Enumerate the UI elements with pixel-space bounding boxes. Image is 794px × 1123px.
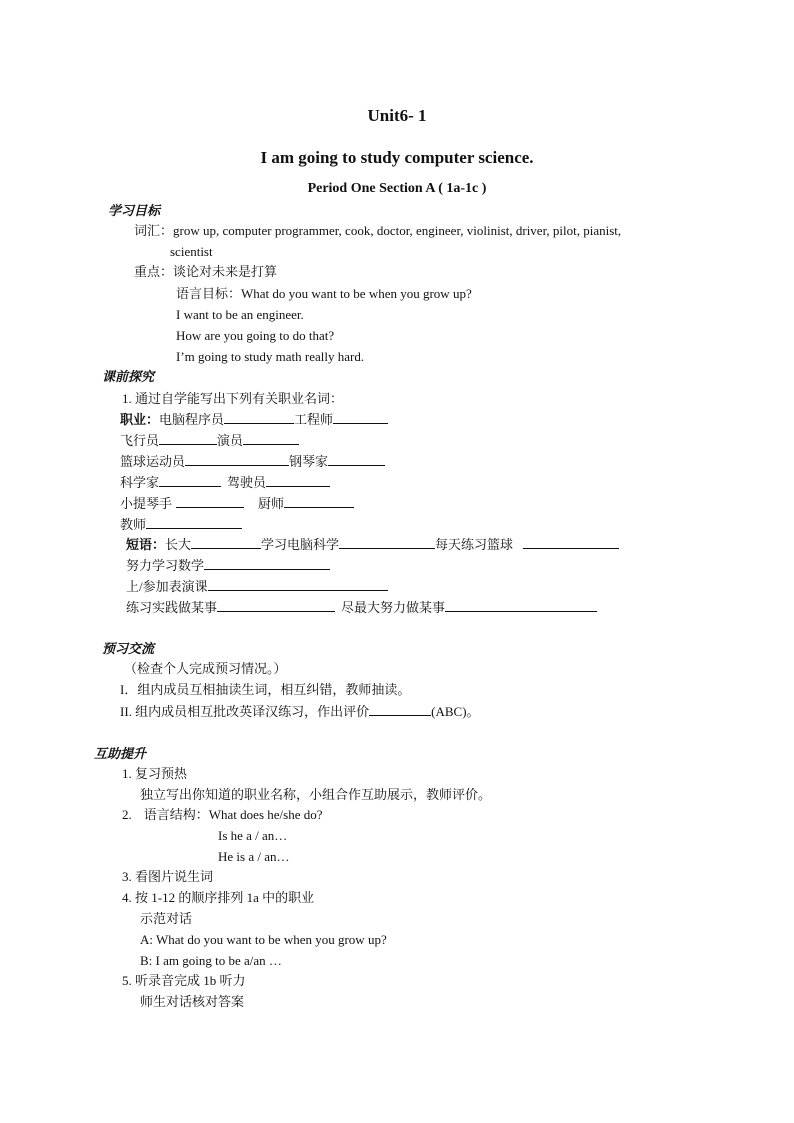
help-step-2 <box>122 806 322 824</box>
blank-cook[interactable] <box>284 494 354 508</box>
blank-scientist[interactable] <box>159 473 221 487</box>
phrase-acting: 上/参加表演课 <box>126 579 208 594</box>
preview-heading: 预习交流 <box>102 641 155 656</box>
blank-acting[interactable] <box>208 577 388 591</box>
key-line <box>134 263 277 281</box>
help-step-3: 3. 看图片说生词 <box>122 869 214 884</box>
job-cook: 厨师 <box>258 496 285 511</box>
help-step-1: 1. 复习预热 <box>122 766 188 781</box>
blank-basketball[interactable] <box>185 452 289 466</box>
blank-practice[interactable] <box>217 598 335 612</box>
help-step-2-label: 语言结构： <box>143 807 209 822</box>
phrase-row-4 <box>126 598 597 617</box>
blank-programmer[interactable] <box>224 410 294 424</box>
preview-check: （检查个人完成预习情况。） <box>124 661 287 676</box>
help-step-5-text: 师生对话核对答案 <box>140 994 245 1009</box>
help-step-2-answer-2: He is a / an… <box>218 849 290 864</box>
phrase-cs: 学习电脑科学 <box>261 537 340 552</box>
help-step-4-demo: 示范对话 <box>140 911 193 926</box>
lesson-title: I am going to study computer science. <box>260 148 534 167</box>
job-pianist: 钢琴家 <box>289 454 329 469</box>
explore-heading: 课前探究 <box>102 369 155 384</box>
blank-cs[interactable] <box>339 535 435 549</box>
blank-violinist[interactable] <box>176 494 244 508</box>
preview-item-2 <box>120 702 480 721</box>
job-actor: 演员 <box>217 433 244 448</box>
lang-sentence-3: How are you going to do that? <box>176 328 335 343</box>
phrase-label: 短语： <box>126 537 166 552</box>
vocab-line-2: scientist <box>170 244 213 259</box>
job-basketball: 篮球运动员 <box>120 454 186 469</box>
job-row-3 <box>120 452 385 471</box>
blank-evaluation[interactable] <box>369 702 431 716</box>
job-label: 职业： <box>120 412 160 427</box>
lang-line-1 <box>176 285 472 303</box>
phrase-grow: 长大 <box>165 537 192 552</box>
job-pilot: 飞行员 <box>120 433 160 448</box>
period-title: Period One Section A ( 1a-1c ) <box>307 181 487 196</box>
key-label: 重点： <box>134 264 174 279</box>
lang-sentence-2: I want to be an engineer. <box>176 307 304 322</box>
help-step-4: 4. 按 1-12 的顺序排列 1a 中的职业 <box>122 890 315 905</box>
lang-sentence-4: I’m going to study math really hard. <box>176 349 365 364</box>
key-text: 谈论对未来是打算 <box>173 264 278 279</box>
blank-pilot[interactable] <box>159 431 217 445</box>
job-programmer: 电脑程序员 <box>159 412 225 427</box>
preview-item-2-text: II. 组内成员相互批改英译汉练习，作出评价 <box>120 704 370 719</box>
job-engineer: 工程师 <box>294 412 334 427</box>
preview-item-1: I．组内成员互相抽读生词，相互纠错，教师抽读。 <box>120 682 411 697</box>
job-teacher: 教师 <box>120 517 147 532</box>
job-row-5 <box>120 494 354 513</box>
blank-actor[interactable] <box>243 431 299 445</box>
help-step-4-line-a: A: What do you want to be when you grow up? <box>140 932 387 947</box>
unit-title: Unit6- 1 <box>367 106 427 125</box>
job-row-6 <box>120 515 242 534</box>
help-step-2-answer-1: Is he a / an… <box>218 828 288 843</box>
phrase-best: 尽最大努力做某事 <box>341 600 446 615</box>
blank-math[interactable] <box>204 556 330 570</box>
help-step-2-question: What does he/she do? <box>208 807 323 822</box>
job-row-4 <box>120 473 330 492</box>
job-row-2 <box>120 431 299 450</box>
phrase-bball: 每天练习篮球 <box>435 537 514 552</box>
blank-driver[interactable] <box>266 473 330 487</box>
explore-item-1: 1. 通过自学能写出下列有关职业名词： <box>122 391 344 406</box>
help-heading: 互助提升 <box>94 746 147 761</box>
job-violinist: 小提琴手 <box>120 496 173 511</box>
blank-best[interactable] <box>445 598 597 612</box>
phrase-math: 努力学习数学 <box>126 558 205 573</box>
phrase-practice: 练习实践做某事 <box>126 600 218 615</box>
job-row-1 <box>120 410 388 429</box>
help-step-4-line-b: B: I am going to be a/an … <box>140 953 282 968</box>
preview-item-2-suffix: (ABC)。 <box>431 704 480 719</box>
help-step-5: 5. 听录音完成 1b 听力 <box>122 973 246 988</box>
help-step-1-text: 独立写出你知道的职业名称，小组合作互助展示，教师评价。 <box>140 787 492 802</box>
lang-label: 语言目标： <box>176 286 242 301</box>
lang-sentence-1: What do you want to be when you grow up? <box>241 286 472 301</box>
vocab-line <box>134 222 621 240</box>
job-scientist: 科学家 <box>120 475 160 490</box>
phrase-row-1 <box>126 535 619 554</box>
vocab-label: 词汇： <box>134 223 174 238</box>
blank-pianist[interactable] <box>328 452 385 466</box>
help-step-2-num: 2. <box>122 807 132 822</box>
blank-bball[interactable] <box>523 535 619 549</box>
blank-grow[interactable] <box>191 535 261 549</box>
phrase-row-2 <box>126 556 330 575</box>
phrase-row-3 <box>126 577 388 596</box>
blank-engineer[interactable] <box>333 410 388 424</box>
vocab-words: grow up, computer programmer, cook, doctor, engineer, violinist, driver, pilot, pianist, <box>173 223 622 238</box>
job-driver: 驾驶员 <box>227 475 267 490</box>
blank-teacher[interactable] <box>146 515 242 529</box>
goals-heading: 学习目标 <box>108 203 161 218</box>
